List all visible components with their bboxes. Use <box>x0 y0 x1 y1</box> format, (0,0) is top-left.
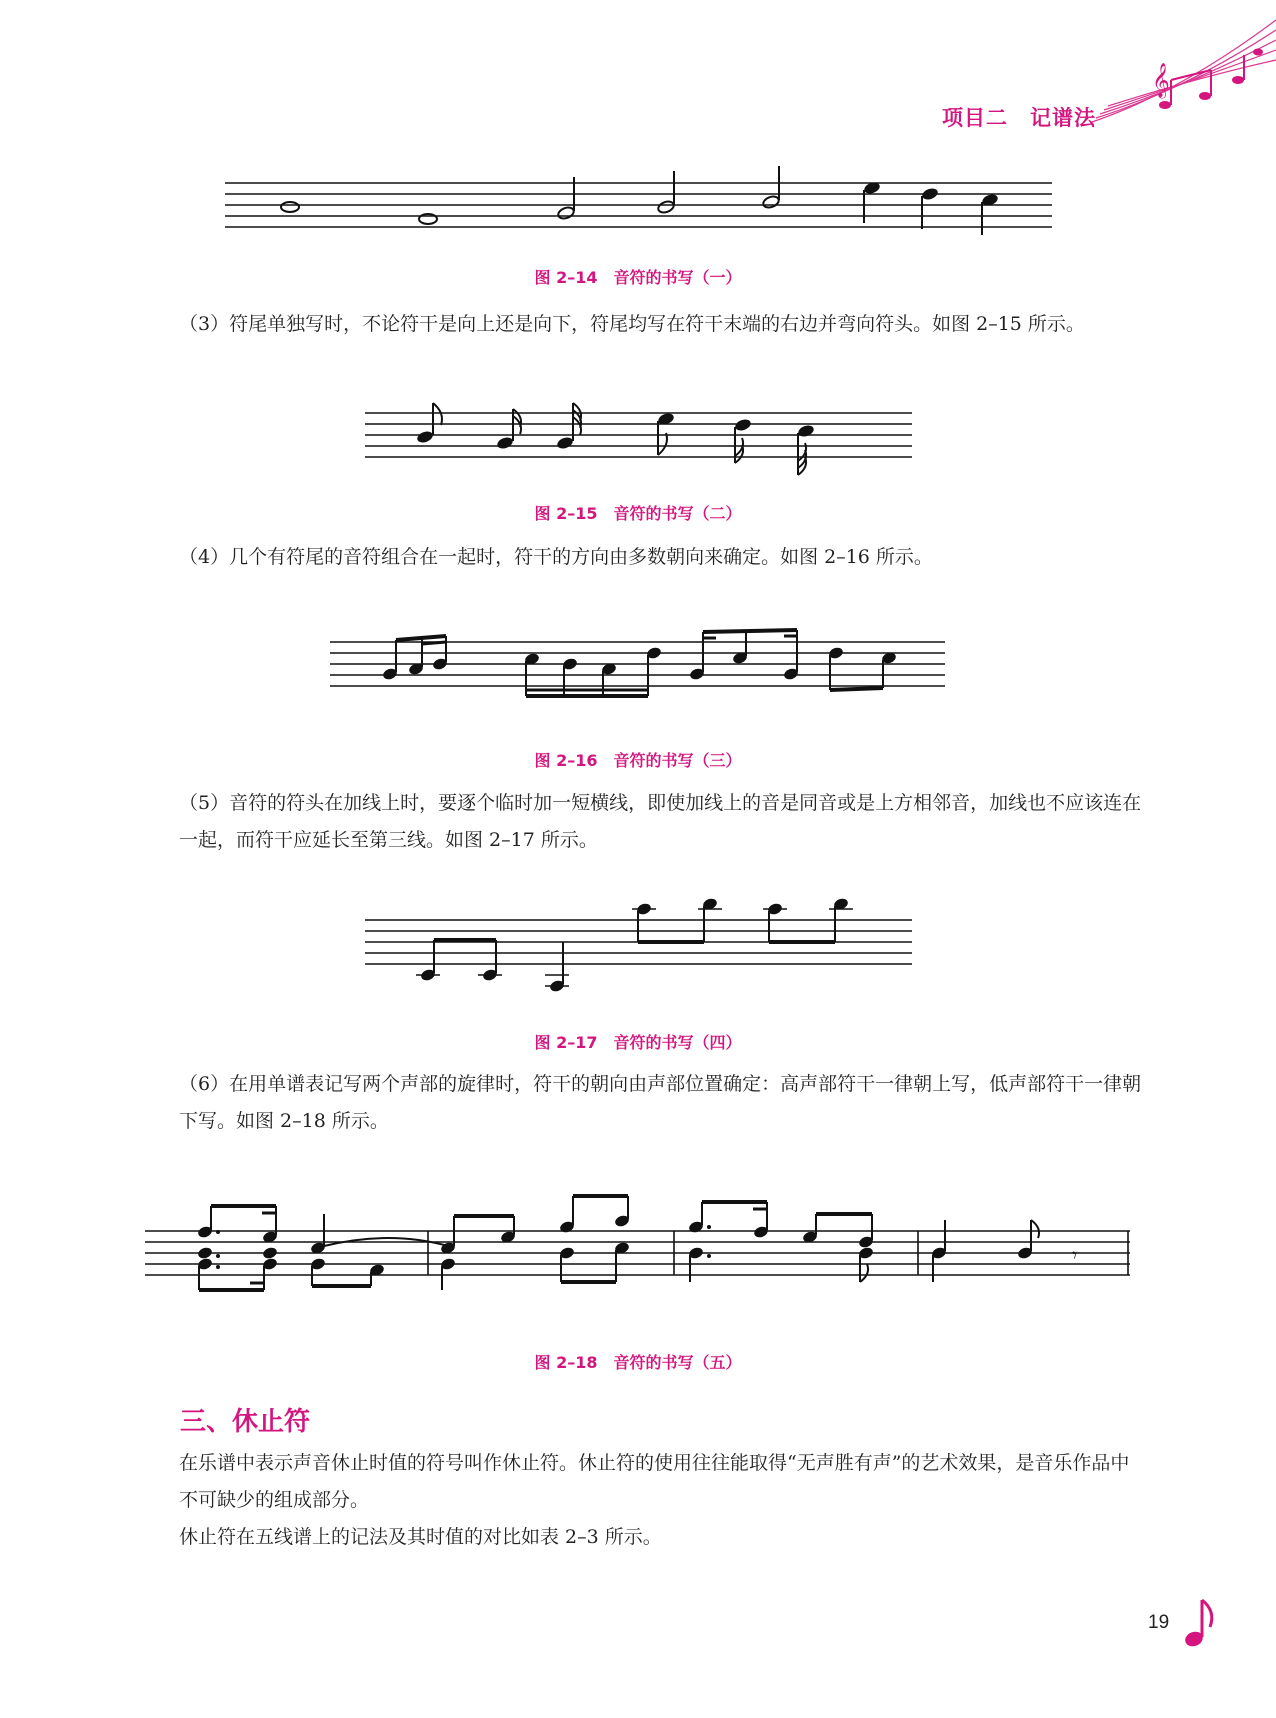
paragraph: （4）几个有符尾的音符组合在一起时，符干的方向由多数朝向来确定。如图 2–16 所示。 <box>179 546 933 568</box>
paragraph: （5）音符的符头在加线上时，要逐个临时加一短横线，即使加线上的音是同音或是上方相邻音，加线也不应该连在一起，而符干应延长至第三线。如图 2–17 所示。 <box>179 792 1142 851</box>
paragraph: 在乐谱中表示声音休止时值的符号叫作休止符。休止符的使用往往能取得“无声胜有声”的艺术效果，是音乐作品中不可缺少的组成部分。 <box>179 1452 1130 1511</box>
figure-caption: 图 2–14 音符的书写（一） <box>534 268 742 287</box>
svg-text:𝄾: 𝄾 <box>1072 1243 1078 1267</box>
staff-figure-2-18 <box>0 1190 1276 1310</box>
staff-figure-2-17 <box>0 900 1276 1010</box>
paragraph: （6）在用单谱表记写两个声部的旋律时，符干的朝向由声部位置确定：高声部符干一律朝上写，低声部符干一律朝下写。如图 2–18 所示。 <box>179 1073 1142 1132</box>
staff-figure-2-14 <box>0 175 1276 255</box>
staff-figure-2-15 <box>0 405 1276 495</box>
paragraph: （3）符尾单独写时，不论符干是向上还是向下，符尾均写在符干末端的右边并弯向符头。如图 2–15 所示。 <box>179 313 1085 335</box>
figure-caption: 图 2–16 音符的书写（三） <box>534 751 742 770</box>
section-heading: 三、休止符 <box>180 1407 311 1437</box>
eighth-note-icon <box>1180 1595 1220 1655</box>
page-number: 19 <box>1148 1612 1170 1633</box>
staff-figure-2-16 <box>0 632 1276 712</box>
figure-caption: 图 2–18 音符的书写（五） <box>534 1353 742 1372</box>
paragraph: 休止符在五线谱上的记法及其时值的对比如表 2–3 所示。 <box>179 1526 662 1548</box>
figure-caption: 图 2–15 音符的书写（二） <box>534 504 742 523</box>
svg-text:𝄞: 𝄞 <box>1152 63 1170 98</box>
chapter-header-title: 项目二 记谱法 <box>942 106 1096 130</box>
figure-caption: 图 2–17 音符的书写（四） <box>534 1033 742 1052</box>
